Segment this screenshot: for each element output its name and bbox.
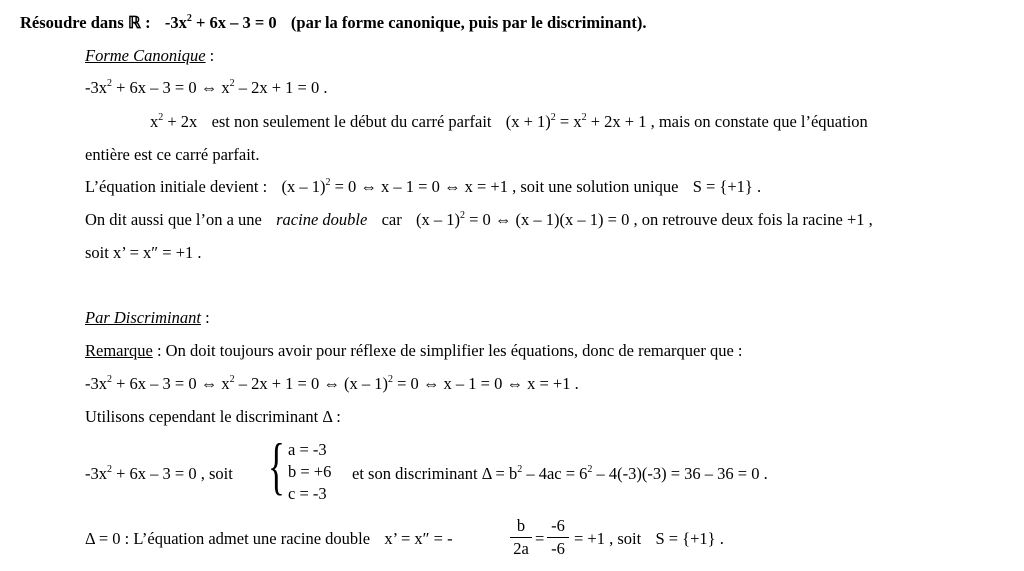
coef-c: c = -3 <box>288 484 327 503</box>
text: + 2x <box>167 112 198 131</box>
text: (x – 1) <box>415 210 460 229</box>
text: soit x’ = x″ = +1 . <box>85 243 202 262</box>
fraction-1-bar <box>510 537 532 538</box>
canonique-line-1 <box>85 80 328 97</box>
canonique-line-5 <box>85 212 873 229</box>
exponent: 2 <box>550 112 556 123</box>
exponent: 2 <box>587 464 593 475</box>
text: Δ = 0 : L’équation admet une racine double <box>85 529 371 548</box>
text: x’ = x″ = - <box>384 529 453 548</box>
heading-colon: : <box>209 46 215 65</box>
remarque-text: : On doit toujours avoir pour réflexe de simplifier les équations, donc de remarquer que : <box>156 341 743 360</box>
coef-b: b = +6 <box>288 462 332 481</box>
fraction-2-denominator: -6 <box>551 539 565 558</box>
exponent: 2 <box>107 78 112 89</box>
text: – 4ac = 6 <box>526 464 588 483</box>
text: = x <box>559 112 582 131</box>
text: entière est ce carré parfait. <box>85 145 260 164</box>
exponent: 2 <box>229 78 235 89</box>
text: (x – 1) <box>281 177 326 196</box>
exponent: 2 <box>186 13 192 24</box>
heading-colon: : <box>205 308 210 327</box>
section-heading-discriminant <box>85 310 210 327</box>
title-colon: : <box>145 13 151 32</box>
text: = +1 , soit <box>574 529 642 548</box>
text: -3x <box>85 374 107 393</box>
text: car <box>381 210 402 229</box>
real-set-symbol: ℝ <box>127 13 141 32</box>
title-prefix: Résoudre dans <box>20 13 124 32</box>
exponent: 2 <box>325 177 331 188</box>
problem-statement <box>20 15 646 32</box>
discriminant-line-4 <box>85 531 453 548</box>
exponent: 2 <box>229 374 235 385</box>
discriminant-line-1 <box>85 376 579 393</box>
title-note: (par la forme canonique, puis par le discriminant). <box>290 13 647 32</box>
exponent: 2 <box>517 464 523 475</box>
text: L’équation initiale devient : <box>85 177 268 196</box>
text: -3x <box>85 464 107 483</box>
exponent: 2 <box>107 374 112 385</box>
solution-set: S = {+1} . <box>692 177 762 196</box>
canonique-line-4 <box>85 179 761 196</box>
exponent: 2 <box>158 112 164 123</box>
solution-set: S = {+1} . <box>655 529 724 548</box>
text: = 0 ⇔ (x – 1)(x – 1) = 0 , on retrouve deux fois la racine +1 , <box>469 210 873 229</box>
discriminant-line-3 <box>85 466 233 483</box>
text: = 0 ⇔ x – 1 = 0 ⇔ x = +1 , soit une solution unique <box>334 177 679 196</box>
discriminant-formula <box>352 466 768 483</box>
text: Utilisons cependant le discriminant Δ : <box>85 407 341 426</box>
text: – 2x + 1 = 0 . <box>238 78 328 97</box>
heading-canonique: Forme Canonique <box>85 46 206 65</box>
text: = 0 ⇔ x – 1 = 0 ⇔ x = +1 . <box>397 374 579 393</box>
text: + 6x – 3 = 0 ⇔ x <box>116 374 230 393</box>
fraction-1-numerator: b <box>516 516 526 535</box>
remarque-line <box>85 343 743 360</box>
text: (x + 1) <box>505 112 551 131</box>
exponent: 2 <box>107 464 112 475</box>
text: + 6x – 3 = 0 ⇔ x <box>116 78 230 97</box>
text: On dit aussi que l’on a une <box>85 210 262 229</box>
text: et son discriminant Δ = b <box>352 464 518 483</box>
emphasis-racine-double: racine double <box>276 210 368 229</box>
remarque-label: Remarque <box>85 341 153 360</box>
text: – 4(-3)(-3) = 36 – 36 = 0 . <box>596 464 768 483</box>
discriminant-line-4-end <box>574 531 724 548</box>
exponent: 2 <box>581 112 587 123</box>
coef-a: a = -3 <box>288 440 327 459</box>
text: x <box>150 112 159 131</box>
text: -3x <box>85 78 107 97</box>
text: + 2x + 1 , mais on constate que l’équation <box>590 112 868 131</box>
section-heading-canonique <box>85 48 214 65</box>
canonique-line-3 <box>85 147 260 164</box>
fraction-2-bar <box>547 537 569 538</box>
text: – 2x + 1 = 0 ⇔ (x – 1) <box>238 374 388 393</box>
system-brace: { <box>268 430 285 501</box>
fraction-2-numerator: -6 <box>551 516 565 535</box>
exponent: 2 <box>387 374 393 385</box>
exponent: 2 <box>459 210 465 221</box>
text: est non seulement le début du carré parfait <box>211 112 492 131</box>
text: + 6x – 3 = 0 , soit <box>116 464 233 483</box>
title-eq-a: -3x <box>164 13 187 32</box>
fraction-1-denominator: 2a <box>513 539 529 558</box>
equals-sign: = <box>535 529 545 548</box>
discriminant-line-2 <box>85 409 341 426</box>
canonique-line-2 <box>150 114 868 131</box>
title-eq-b: + 6x – 3 = 0 <box>195 13 277 32</box>
heading-discriminant: Par Discriminant <box>85 308 201 327</box>
canonique-line-6 <box>85 245 202 262</box>
